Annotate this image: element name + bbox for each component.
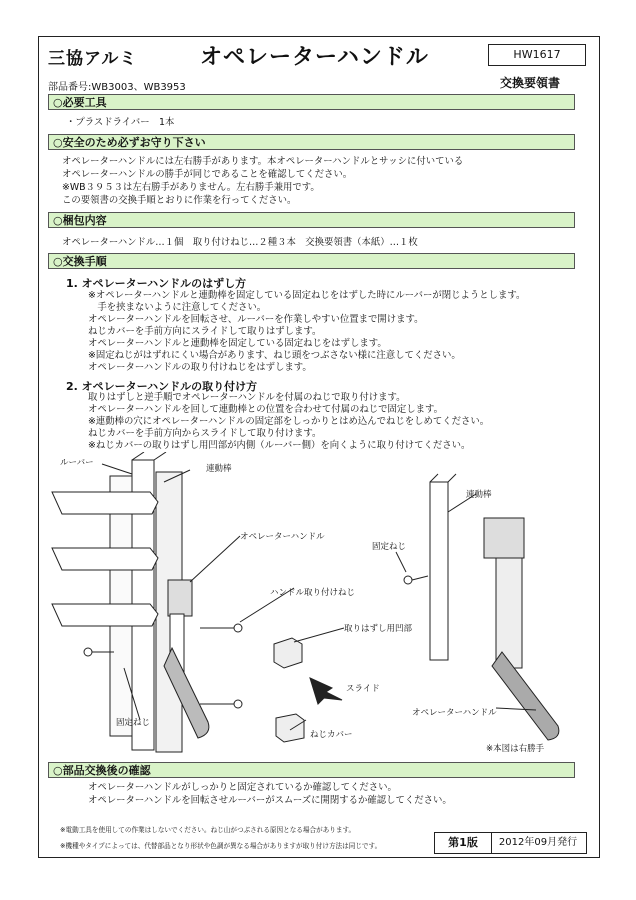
step2-title: 2. オペレーターハンドルの取り付け方 xyxy=(66,380,258,393)
safety-line: オペレーターハンドルの勝手が同じであることを確認してください。 xyxy=(62,169,353,180)
step1-line: オペレーターハンドルと連動棒を固定している固定ねじをはずします。 xyxy=(88,338,387,349)
label-louver: ルーバー xyxy=(60,458,94,468)
step1-line: ※固定ねじがはずれにくい場合があります、ねじ頭をつぶさない様に注意してください。 xyxy=(88,350,461,361)
label-fix-screw-left: 固定ねじ xyxy=(116,718,151,728)
edition-badge: 第1版 xyxy=(434,832,492,854)
package-line: オペレーターハンドル…１個 取り付けねじ…２種３本 交換要領書（本紙）…１枚 xyxy=(62,237,418,248)
step1-line: ※オペレーターハンドルと連動棒を固定している固定ねじをはずした時にルーバーが閉じようとします。 xyxy=(88,290,526,301)
step1-title: 1. オペレーターハンドルのはずし方 xyxy=(66,277,247,290)
label-slide: スライド xyxy=(346,684,380,694)
step2-line: オペレーターハンドルを回して連動棒との位置を合わせて付属のねじで固定します。 xyxy=(88,404,444,415)
page-title: オペレーターハンドル xyxy=(200,45,429,70)
check-line: オペレーターハンドルがしっかりと固定されているか確認してください。 xyxy=(88,782,397,793)
safety-line: この要領書の交換手順とおりに作業を行ってください。 xyxy=(62,195,297,206)
document-type: 交換要領書 xyxy=(500,76,561,90)
brand-logo: 三協アルミ xyxy=(48,49,138,69)
section-heading-package: ○梱包内容 xyxy=(48,212,575,228)
label-recess: 取りはずし用凹部 xyxy=(344,624,413,634)
step2-line: ※ねじカバーの取りはずし用凹部が内側（ルーバー側）を向くように取り付けてください。 xyxy=(88,440,471,451)
step2-line: ※連動棒の穴にオペレーターハンドルの固定部をしっかりとはめ込んでねじをしめてください。 xyxy=(88,416,490,427)
label-handle-right: オペレーターハンドル xyxy=(412,708,497,718)
label-handle-left: オペレーターハンドル xyxy=(240,532,325,542)
section-heading-procedure: ○交換手順 xyxy=(48,253,575,269)
document-code: HW1617 xyxy=(488,44,586,66)
safety-line: ※WB３９５３は左右勝手がありません。左右勝手兼用です。 xyxy=(62,182,320,193)
figure-note: ※本図は右勝手 xyxy=(486,744,545,754)
step1-line: ねじカバーを手前方向にスライドして取りはずします。 xyxy=(88,326,322,337)
section-heading-check: ○部品交換後の確認 xyxy=(48,762,575,778)
label-fix-screw-right: 固定ねじ xyxy=(372,542,407,552)
label-rod-right: 連動棒 xyxy=(466,490,492,500)
footer-note: ※機種やタイプによっては、代替部品となり形状や色調が異なる場合がありますが取り付け方法は同じです。 xyxy=(60,842,382,850)
step2-line: ねじカバーを手前方向からスライドして取り付けます。 xyxy=(88,428,322,439)
label-rod-left: 連動棒 xyxy=(206,464,232,474)
step1-line: オペレーターハンドルの取り付けねじをはずします。 xyxy=(88,362,312,373)
step1-line: 手を挟まないように注意してください。 xyxy=(88,302,267,313)
part-numbers: 部品番号:WB3003、WB3953 xyxy=(48,82,186,93)
safety-line: オペレーターハンドルには左右勝手があります。本オペレーターハンドルとサッシに付いている xyxy=(62,156,464,167)
section-heading-tools: ○必要工具 xyxy=(48,94,575,110)
section-heading-safety: ○安全のため必ずお守り下さい xyxy=(48,134,575,150)
label-screw-cover: ねじカバー xyxy=(310,730,353,740)
tools-line: ・プラスドライバー 1本 xyxy=(66,117,175,128)
label-handle-screw: ハンドル取り付けねじ xyxy=(270,588,356,598)
footer-note: ※電動工具を使用しての作業はしないでください。ねじ山がつぶされる原因となる場合があります。 xyxy=(60,826,356,834)
issue-date: 2012年09月発行 xyxy=(490,832,587,854)
step1-line: オペレーターハンドルを回転させ、ルーバーを作業しやすい位置まで開けます。 xyxy=(88,314,424,325)
step2-line: 取りはずしと逆手順でオペレーターハンドルを付属のねじで取り付けます。 xyxy=(88,392,406,403)
check-line: オペレーターハンドルを回転させルーバーがスムーズに開閉するか確認してください。 xyxy=(88,795,452,806)
